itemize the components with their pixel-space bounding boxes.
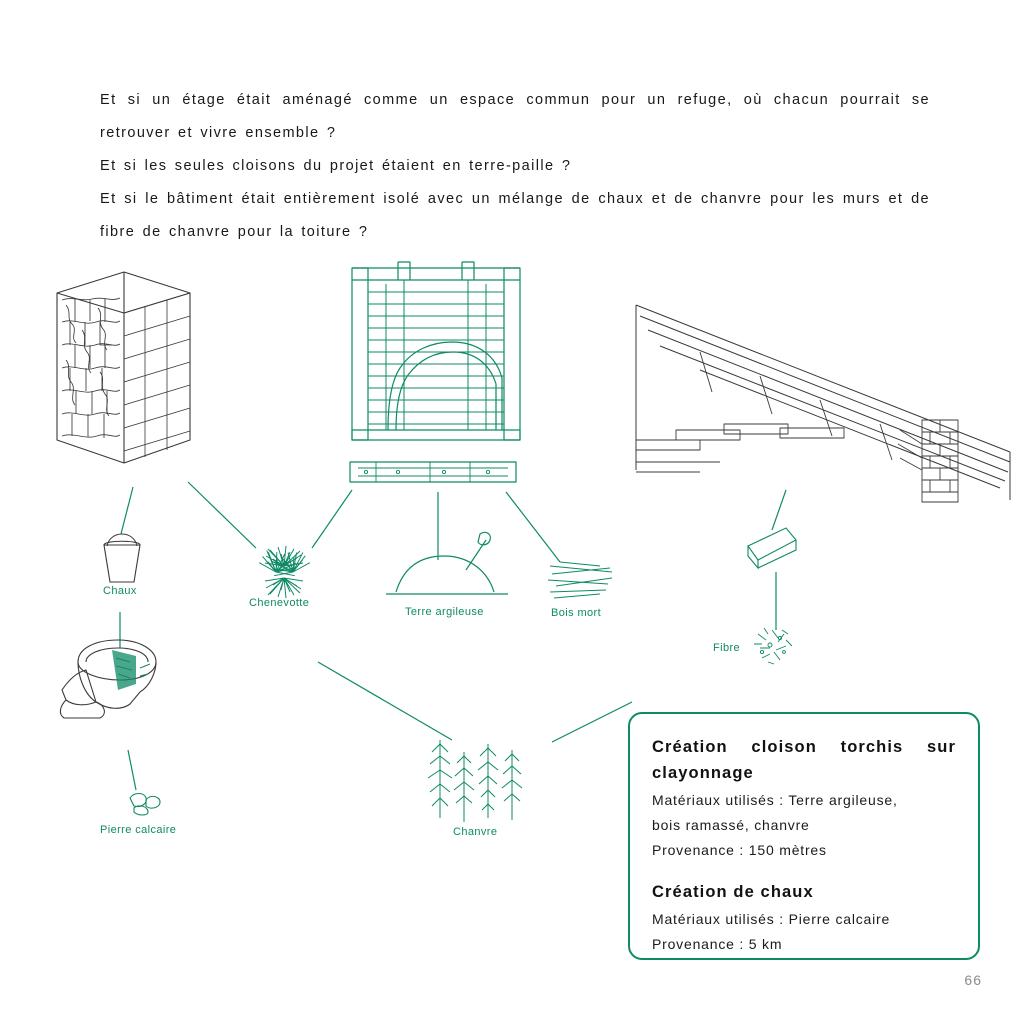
chanvre-icon (428, 740, 522, 822)
intro-line-1: Et si un étage était aménagé comme un espace commun pour un refuge, où chacun pourrait se retrouver et vivre ensemble ? (100, 92, 930, 141)
hand-mixing-icon (60, 640, 156, 718)
chaux-icon (104, 534, 140, 582)
label-bois-mort: Bois mort (551, 607, 602, 619)
card-title-chaux: Création de chaux (652, 883, 814, 901)
roof-structure-illustration (636, 305, 1010, 502)
info-card (628, 712, 980, 960)
label-pierre-calcaire: Pierre calcaire (100, 824, 177, 836)
label-chaux: Chaux (103, 585, 137, 597)
card-materials-chaux: Matériaux utilisés : Pierre calcaire (652, 911, 891, 927)
chenevotte-icon (258, 546, 311, 598)
fibre-icon (754, 628, 792, 664)
fibre-panel-icon (748, 528, 796, 568)
card-provenance-chaux: Provenance : 5 km (652, 936, 783, 952)
intro-line-3: Et si le bâtiment était entièrement isolé avec un mélange de chaux et de chanvre pour les murs et de fibre de chanvre pour la toiture ? (100, 191, 930, 240)
label-chanvre: Chanvre (453, 826, 498, 838)
card-title-cloison: Création cloison torchis sur clayonnage (652, 738, 956, 782)
label-terre-argileuse: Terre argileuse (405, 606, 484, 618)
hand-mixing-fill (112, 650, 150, 690)
label-fibre: Fibre (713, 642, 741, 654)
card-spacer (652, 863, 956, 879)
terre-argileuse-icon (386, 532, 508, 594)
pierre-calcaire-icon (130, 794, 160, 816)
label-chenevotte: Chenevotte (249, 597, 310, 609)
card-materials-cloison-line1: Matériaux utilisés : Terre argileuse, (652, 792, 898, 808)
wall-block-illustration (57, 272, 190, 463)
card-materials-cloison-line2: bois ramassé, chanvre (652, 817, 810, 833)
intro-line-2: Et si les seules cloisons du projet étaient en terre-paille ? (100, 158, 572, 174)
card-provenance-cloison: Provenance : 150 mètres (652, 842, 827, 858)
clayonnage-panel-illustration (350, 262, 520, 482)
page-number: 66 (964, 972, 982, 988)
bois-mort-icon (548, 562, 612, 598)
